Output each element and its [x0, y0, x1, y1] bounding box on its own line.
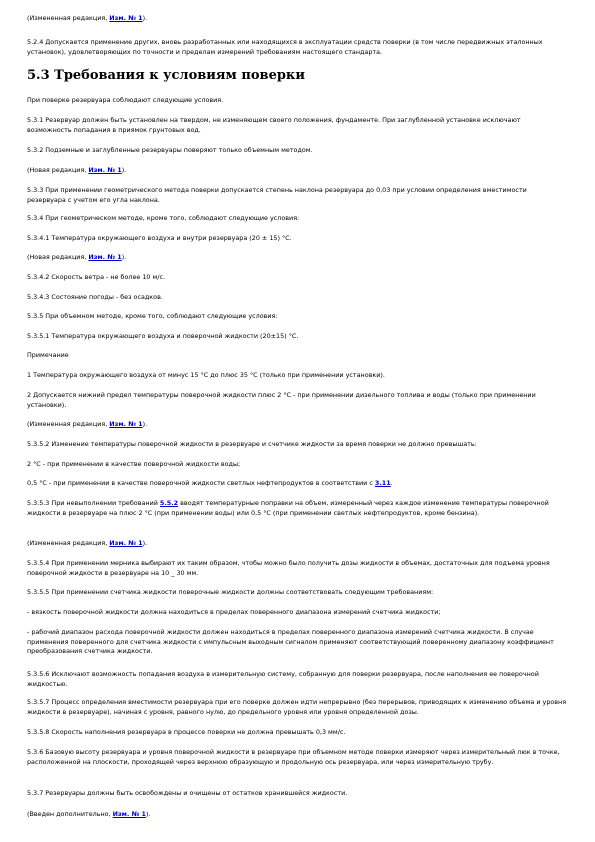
note-text: ).: [121, 253, 127, 261]
paragraph-5-3-5-3: [27, 499, 567, 518]
paragraph-5-3-1: 5.3.1 Резервуар должен быть установлен на твердом, не изменяющем своего положения, фундаменте. При заглубленной установке исключают возможность попадания в приямок грунтовых вод.: [27, 116, 521, 134]
editorial-note: [27, 420, 567, 430]
paragraph-5-3-4-2: 5.3.4.2 Скорость ветра - не более 10 м/с.: [27, 273, 166, 281]
editorial-note: [27, 253, 567, 263]
paragraph-5-3-5-4: 5.3.5.4 При применении мерника выбирают их таким образом, чтобы можно было получить дозы жидкости в объемах, достаточных для подъема уровня поверочной жидкости в резервуаре на 10 _ 30 мм.: [27, 559, 550, 577]
note-text: ).: [142, 420, 148, 428]
paragraph-text: вводят температурные поправки на объем, измеренный через каждое изменение температуры поверочной жидкости в резервуаре на плюс 2 °С (при применении воды) или 0,5 °С (при применении светлых нефтепродуктов, кроме бензина).: [27, 499, 549, 517]
amendment-link[interactable]: Изм. № 1: [88, 253, 122, 261]
amendment-link[interactable]: Изм. № 1: [112, 810, 146, 818]
editorial-note: [27, 166, 567, 176]
paragraph-5-3-5-2-a: 2 °С - при применении в качестве поверочной жидкости воды;: [27, 460, 241, 468]
note-text: (Измененная редакция,: [27, 539, 110, 547]
paragraph-5-3-5-5-b: - рабочий диапазон расхода поверочной жидкости должен находиться в пределах поверенного диапазона измерений счетчика жидкости. В случае применения поверенного для счетчика жидкости с импульсным выходным сигналом применяют соответствующий поверенному диапазону коэффициент преобразования счетчика жидкости.: [27, 628, 554, 656]
note-text: (Измененная редакция,: [27, 14, 110, 22]
reference-link-5-5-2[interactable]: 5.5.2: [159, 499, 179, 507]
editorial-note-added: [27, 810, 567, 820]
paragraph-5-3-6: 5.3.6 Базовую высоту резервуара и уровня поверочной жидкости в резервуаре при объемном методе поверки измеряют через измерительный люк в точке, расположенной на плоскости, проходящей через верхнюю образующую и продольную ось резервуара, или через измерительную трубу.: [27, 748, 560, 766]
note-text: (Введен дополнительно,: [27, 810, 113, 818]
paragraph-text: 5.3.5.3 При невыполнении требований: [27, 499, 160, 507]
paragraph-5-3-5-8: 5.3.5.8 Скорость наполнения резервуара в процессе поверки не должна превышать 0,3 мм/с.: [27, 728, 346, 736]
paragraph-5-3-3: 5.3.3 При применении геометрического метода поверки допускается степень наклона резервуара до 0,03 при условии определения вместимости резервуара с учетом его угла наклона.: [27, 186, 527, 204]
paragraph-text: .: [390, 479, 393, 487]
note-text: (Новая редакция,: [27, 166, 89, 174]
paragraph-5-3-5-6: 5.3.5.6 Исключают возможность попадания воздуха в измерительную систему, собранную для поверки резервуара, после наполнения ее поверочной жидкостью.: [27, 670, 539, 688]
note-text: ).: [142, 14, 148, 22]
paragraph-5-3-5-2: 5.3.5.2 Изменение температуры поверочной жидкости в резервуаре и счетчике жидкости за время поверки не должно превышать:: [27, 440, 477, 448]
amendment-link[interactable]: Изм. № 1: [88, 166, 122, 174]
paragraph-intro: При поверке резервуара соблюдают следующие условия.: [27, 96, 224, 104]
amendment-link[interactable]: Изм. № 1: [109, 539, 143, 547]
paragraph-5-3-4: 5.3.4 При геометрическом методе, кроме того, соблюдают следующие условия:: [27, 214, 300, 222]
amendment-link[interactable]: Изм. № 1: [109, 14, 143, 22]
paragraph-5-3-5: 5.3.5 При объемном методе, кроме того, соблюдают следующие условия:: [27, 312, 278, 320]
note-text: ).: [145, 810, 151, 818]
editorial-note-top: [27, 14, 567, 24]
note-item-2: 2 Допускается нижний предел температуры поверочной жидкости плюс 2 °С - при применении дизельного топлива и воды (только при применении установки).: [27, 391, 536, 409]
note-text: (Измененная редакция,: [27, 420, 110, 428]
paragraph-5-3-2: 5.3.2 Подземные и заглубленные резервуары поверяют только объемным методом.: [27, 146, 313, 154]
paragraph-5-3-5-1: 5.3.5.1 Температура окружающего воздуха и поверочной жидкости (20±15) °С.: [27, 332, 299, 340]
editorial-note: [27, 539, 567, 549]
note-item-1: 1 Температура окружающего воздуха от минус 15 °С до плюс 35 °С (только при применении установки).: [27, 371, 385, 379]
note-heading: Примечание: [27, 351, 69, 359]
paragraph-5-3-5-7: 5.3.5.7 Процесс определения вместимости резервуара при его поверке должен идти непрерывно (без перерывов, приводящих к изменению объема и уровня жидкости в резервуаре), начиная с уровня, равного нулю, до предельного уровня или уровня определенной дозы.: [27, 698, 567, 716]
paragraph-text: 0,5 °С - при применении в качестве поверочной жидкости светлых нефтепродуктов в соответствии с: [27, 479, 375, 487]
note-text: ).: [142, 539, 148, 547]
paragraph-5-3-4-1: 5.3.4.1 Температура окружающего воздуха и внутри резервуара (20 ± 15) °С.: [27, 234, 292, 242]
note-text: (Новая редакция,: [27, 253, 89, 261]
section-heading: 5.3 Требования к условиям поверки: [27, 68, 305, 83]
paragraph-5-3-5-5: 5.3.5.5 При применении счетчика жидкости поверочные жидкости должны соответствовать следующим требованиям:: [27, 588, 434, 596]
paragraph-5-3-4-3: 5.3.4.3 Состояние погоды - без осадков.: [27, 293, 163, 301]
paragraph-5-3-5-5-a: - вязкость поверочной жидкости должна находиться в пределах поверенного диапазона измерений счетчика жидкости;: [27, 608, 441, 616]
note-text: ).: [121, 166, 127, 174]
amendment-link[interactable]: Изм. № 1: [109, 420, 143, 428]
paragraph-5-3-7: 5.3.7 Резервуары должны быть освобождены и очищены от остатков хранившейся жидкости.: [27, 789, 348, 797]
paragraph-5-3-5-2-b: [27, 479, 567, 489]
reference-link-3-11[interactable]: 3.11: [374, 479, 391, 487]
paragraph-5-2-4: 5.2.4 Допускается применение других, вновь разработанных или находящихся в эксплуатации средств поверки (в том числе передвижных эталонных установок), удовлетворяющих по точности и пределам измерений требованиям настоящего стандарта.: [27, 38, 543, 56]
